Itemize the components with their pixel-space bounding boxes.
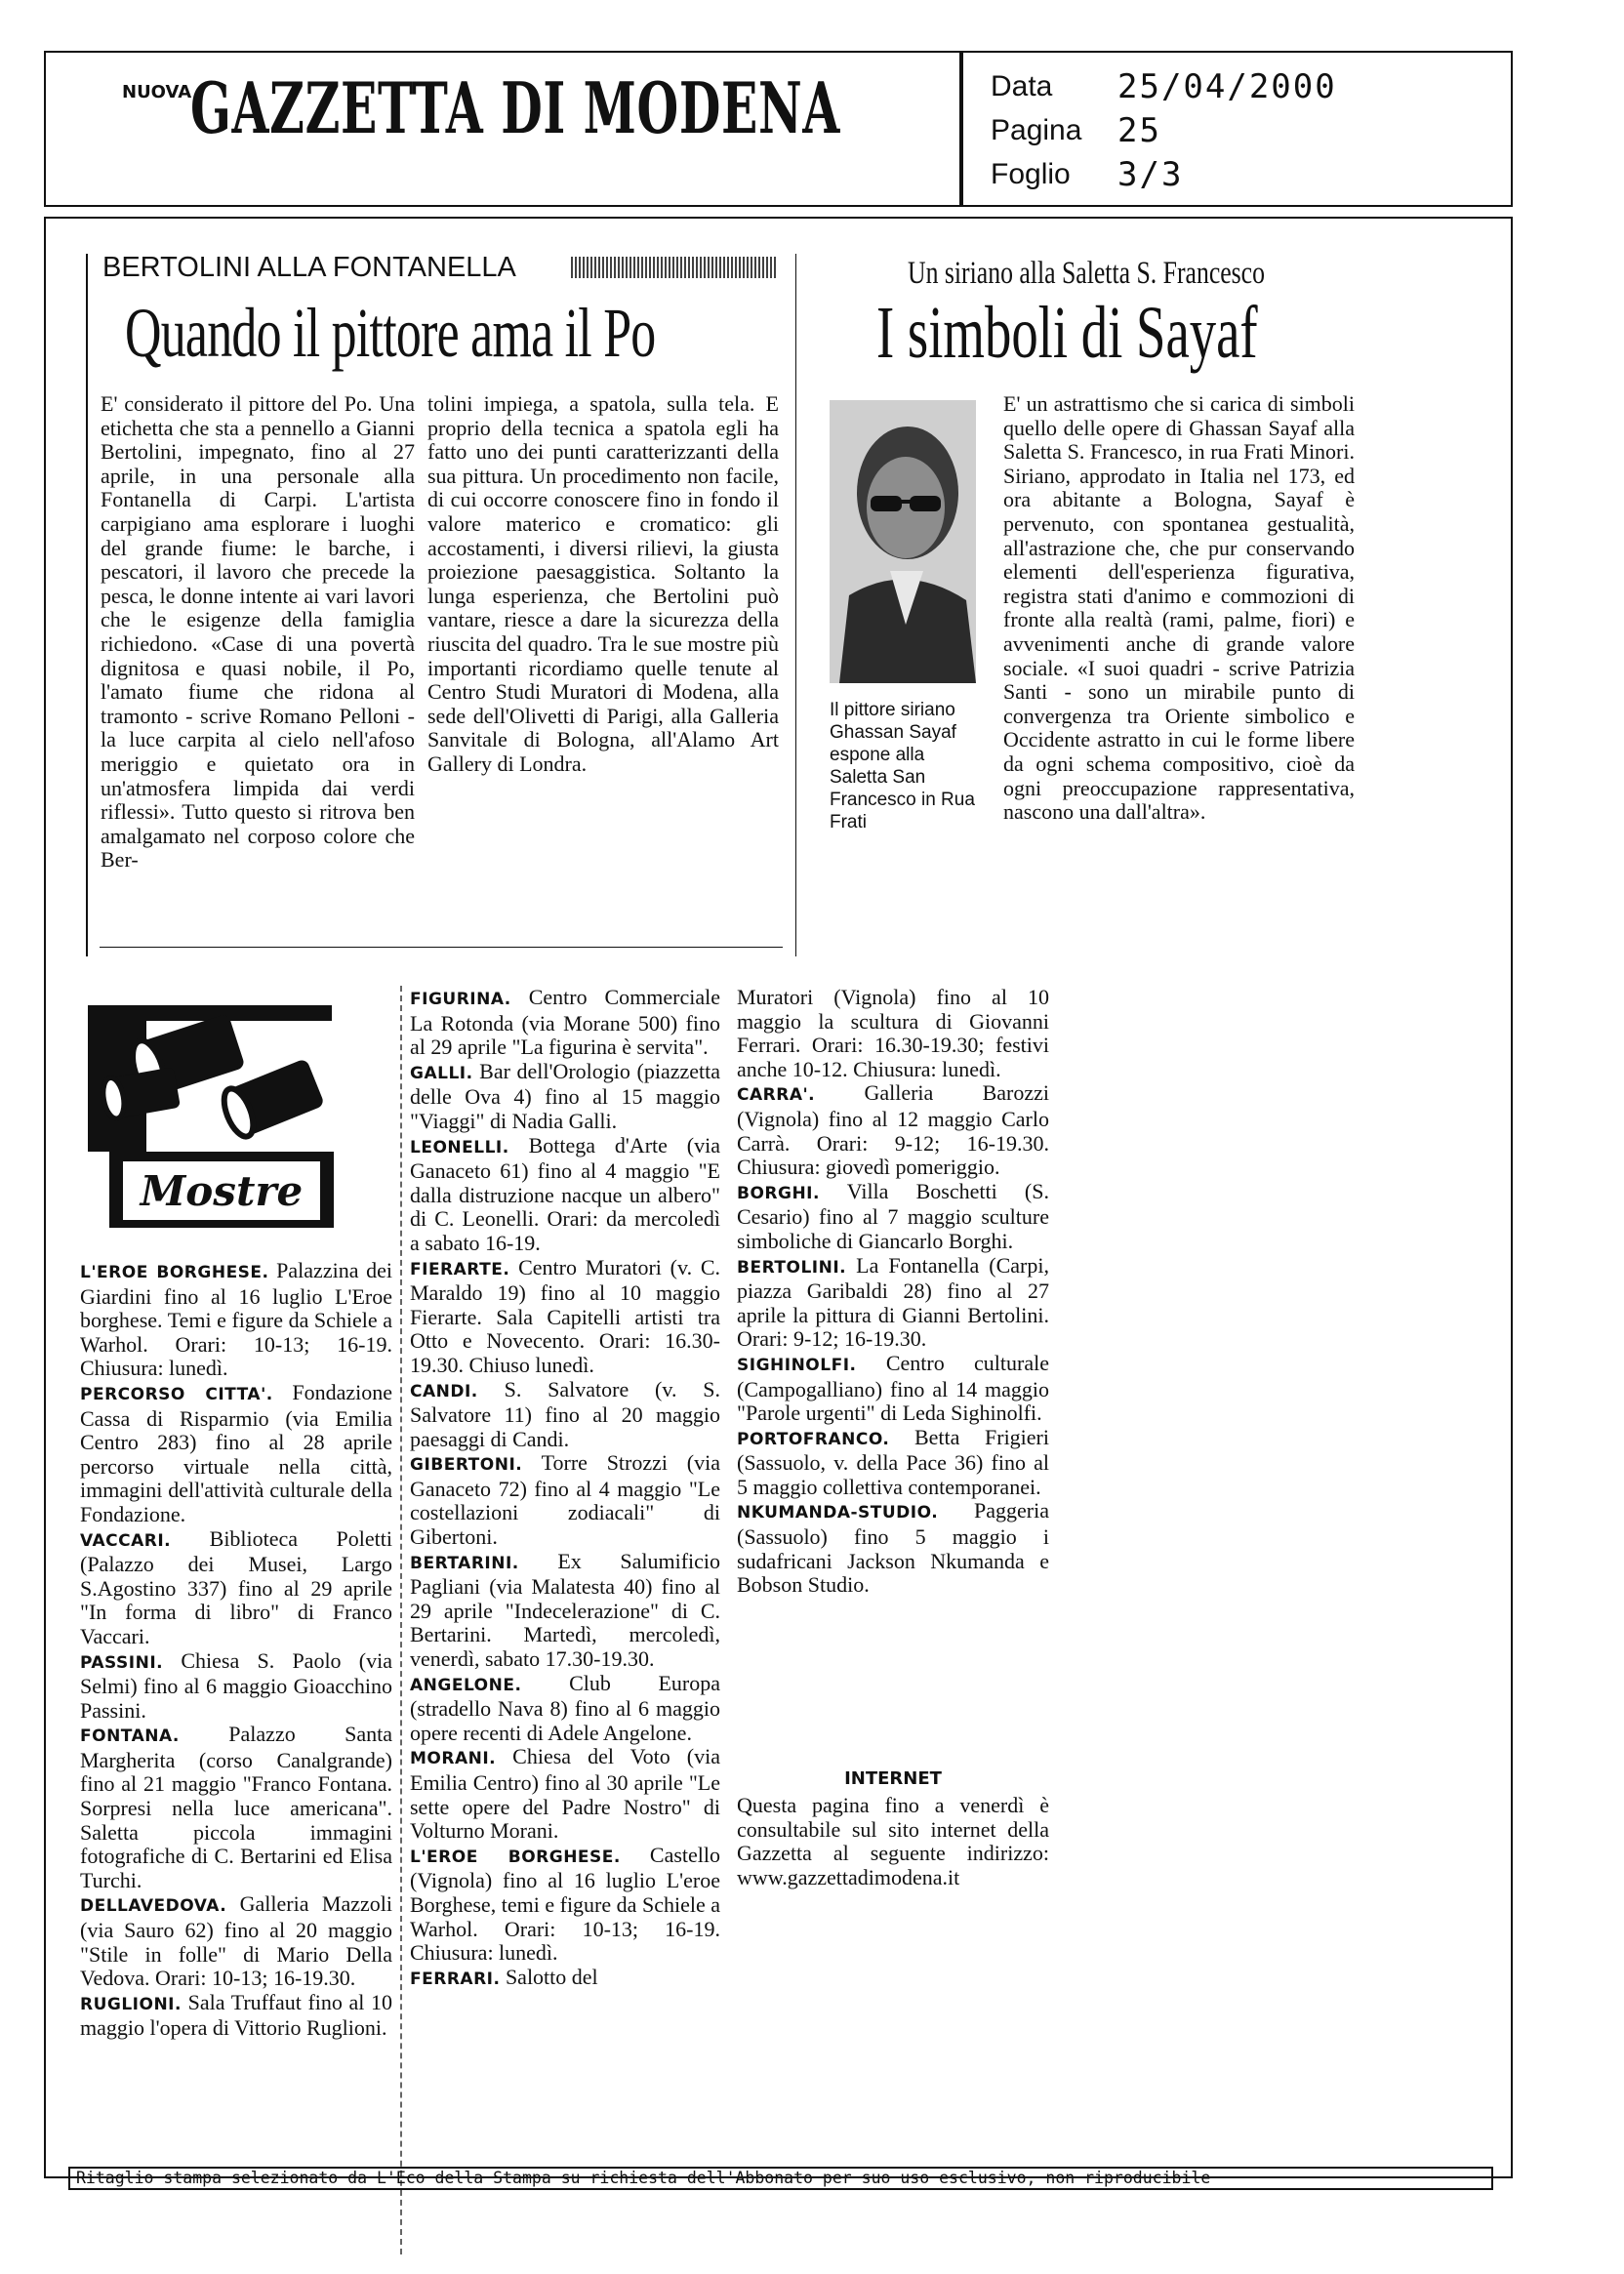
entry-text: Paggeria (Sassuolo) fino 5 maggio i sudafricani Jackson Nkumanda e Bobson Studio. <box>737 1498 1049 1598</box>
list-item <box>410 1671 720 1745</box>
entry-continuation: Muratori (Vignola) fino al 10 maggio la scultura di Giovanni Ferrari. Orari: 16.30-19.30; festivi anche 10-12. Chiusura: lunedì. <box>737 985 1049 1081</box>
entry-text: Sala Truffaut fino al 10 maggio l'opera di Vittorio Ruglioni. <box>80 1989 392 2041</box>
list-item <box>410 1965 598 1989</box>
mostre-logo-label: Mostre <box>140 1167 304 1215</box>
entry-text: Castello (Vignola) fino al 16 luglio L'eroe Borghese, temi e figure da Schiele a Warhol. Orari: 10-13; 16-19. Chiusura: lunedì. <box>410 1842 720 1966</box>
entry-text: Galleria Barozzi (Vignola) fino al 12 maggio Carlo Carrà. Orari: 9-12; 16-19.30. Chiusura: giovedì pomeriggio. <box>737 1080 1049 1180</box>
photo-caption: Il pittore siriano Ghassan Sayaf espone alla Saletta San Francesco in Rua Frati <box>830 700 975 832</box>
list-item <box>410 1255 720 1377</box>
list-item <box>80 1722 392 1892</box>
entry-text: Club Europa (stradello Nava 8) fino al 6 maggio opere recenti di Adele Angelone. <box>410 1670 720 1745</box>
article2-title: I simboli di Sayaf <box>876 292 1258 374</box>
list-item <box>410 1377 720 1451</box>
entry-name: L'EROE BORGHESE. <box>80 1263 269 1282</box>
entry-text: Fondazione Cassa di Risparmio (via Emilia Centro 283) fino al 28 aprile percorso virtuale nella città, immagini dell'attività culturale della Fondazione. <box>80 1379 392 1526</box>
list-item <box>410 1133 720 1255</box>
entry-text: Palazzina dei Giardini fino al 16 luglio L'Eroe borghese. Temi e figure da Schiele a Warhol. Orari: 10-13; 16-19. Chiusura: lunedì. <box>80 1258 392 1381</box>
internet-heading: INTERNET <box>844 1768 942 1789</box>
portrait-illustration <box>830 400 976 683</box>
entry-text: Betta Frigieri (Sassuolo, v. della Pace 36) fino al 5 maggio collettiva contemporanei. <box>737 1424 1049 1499</box>
list-item <box>80 1526 392 1648</box>
entry-name: MORANI. <box>410 1749 497 1769</box>
meta-sheet-value: 3/3 <box>1117 155 1184 194</box>
entry-text: Bottega d'Arte (via Ganaceto 61) fino al 4 maggio "E dalla distruzione nacque un albero" di C. Leonelli. Orari: da mercoledì a sabato 16-19. <box>410 1132 720 1255</box>
entry-text: Galleria Mazzoli (via Sauro 62) fino al 20 maggio "Stile in folle" di Mario Della Vedova. Orari: 10-13; 16-19.30. <box>80 1891 392 1991</box>
list-item <box>737 1080 1049 1179</box>
entry-name: FIGURINA. <box>410 990 511 1009</box>
entry-name: FERRARI. <box>410 1969 501 1989</box>
entry-text: Chiesa del Voto (via Emilia Centro) fino al 30 aprile "Le sette opere del Padre Nostro" di Volturno Morani. <box>410 1744 720 1844</box>
list-item <box>80 1891 392 1990</box>
article1-title: Quando il pittore ama il Po <box>125 294 656 372</box>
entry-name: RUGLIONI. <box>80 1994 182 2014</box>
list-item <box>80 1380 392 1526</box>
entry-name: BORGHI. <box>737 1183 820 1203</box>
entry-text: Centro culturale (Campogalliano) fino al 14 maggio "Parole urgenti" di Leda Sighinolfi. <box>737 1350 1049 1426</box>
article1-bottom-rule <box>100 947 783 948</box>
entry-name: SIGHINOLFI. <box>737 1355 857 1375</box>
entry-text: Torre Strozzi (via Ganaceto 72) fino al 4 maggio "Le costellazioni zodiacali" di Gibertoni. <box>410 1450 720 1550</box>
entry-name: ANGELONE. <box>410 1675 522 1695</box>
portrait-photo <box>830 400 976 683</box>
entry-text: Ex Salumificio Pagliani (via Malatesta 40) fino al 29 aprile "Indecelerazione" di C. Bertarini. Martedì, mercoledì, venerdì, sabato 17.30-19.30. <box>410 1548 721 1672</box>
entry-name: BERTARINI. <box>410 1553 519 1573</box>
meta-sheet <box>991 155 1479 201</box>
entry-text: Biblioteca Poletti (Palazzo dei Musei, Largo S.Agostino 337) fino al 29 aprile "In forma di libro" di Franco Vaccari. <box>80 1525 392 1648</box>
list-item <box>737 1498 1049 1597</box>
mostre-column-1 <box>80 1259 392 2041</box>
entry-name: DELLAVEDOVA. <box>80 1896 227 1917</box>
entry-text: Centro Commerciale La Rotonda (via Morane 500) fino al 29 aprile "La figurina è servita". <box>410 985 721 1060</box>
meta-sheet-label: Foglio <box>991 158 1071 190</box>
entry-name: BERTOLINI. <box>737 1257 847 1278</box>
entry-name: GIBERTONI. <box>410 1455 523 1476</box>
kicker-hatch-decoration <box>571 257 776 278</box>
entry-name: FONTANA. <box>80 1726 180 1747</box>
entry-name: PORTOFRANCO. <box>737 1429 890 1449</box>
entry-text: Chiesa S. Paolo (via Selmi) fino al 6 maggio Gioacchino Passini. <box>80 1647 392 1723</box>
list-item <box>737 1351 1049 1425</box>
meta-page-value: 25 <box>1117 111 1161 150</box>
entry-name: GALLI. <box>410 1063 473 1083</box>
masthead-box <box>44 51 961 207</box>
list-item <box>410 1744 720 1843</box>
internet-note: Questa pagina fino a venerdì è consultabile sul sito internet della Gazzetta al seguente indirizzo: www.gazzettadimodena.it <box>737 1793 1049 1889</box>
entry-name: PASSINI. <box>80 1652 164 1673</box>
meta-date-value: 25/04/2000 <box>1117 67 1337 106</box>
meta-page-label: Pagina <box>991 114 1082 146</box>
list-item <box>410 1059 720 1133</box>
entry-text: Salotto del <box>505 1964 598 1989</box>
article2-body: E' un astrattismo che si carica di simboli quello delle opere di Ghassan Sayaf alla Saletta S. Francesco, in rua Frati Minori. Siriano, approdato in Italia nel 173, ed ora abitante a Bologna, Sayaf è pervenuto, con spontanea gestualità, all'astrazione che, che pur conservando elementi dell'esperienza figurativa, registra stati d'animo e commozioni di fronte alla realtà (rami, palme, fiori) e avvenimenti anche di grande valore sociale. «I suoi quadri - scrive Patrizia Santi - sono un mirabile punto di convergenza tra Oriente simbolico e Occidente astratto in cui le forme libere da ogni schema compositivo, cioè da ogni preoccupazione rappresentativa, nascono una dall'altra». <box>1003 391 1355 825</box>
meta-date-label: Data <box>991 70 1053 102</box>
logo-small: NUOVA <box>122 82 192 102</box>
mostre-column-3 <box>737 986 1049 1598</box>
mostre-column-2 <box>410 986 720 1991</box>
list-item <box>80 1648 392 1723</box>
meta-page <box>991 111 1479 157</box>
entry-text: Bar dell'Orologio (piazzetta delle Ova 4) fino al 15 maggio "Viaggi" di Nadia Galli. <box>410 1058 720 1133</box>
entry-name: NKUMANDA-STUDIO. <box>737 1503 939 1523</box>
article1-kicker: BERTOLINI ALLA FONTANELLA <box>102 252 516 283</box>
entry-name: FIERARTE. <box>410 1259 510 1279</box>
list-item <box>737 1253 1049 1352</box>
entry-text: Villa Boschetti (S. Cesario) fino al 7 maggio sculture simboliche di Giancarlo Borghi. <box>737 1178 1049 1253</box>
entry-text: Palazzo Santa Margherita (corso Canalgrande) fino al 21 maggio "Franco Fontana. Sorpresi nella luce americana". Saletta piccola immagini fotografiche di C. Bertarini ed Elisa Turchi. <box>80 1722 392 1892</box>
entry-text: S. Salvatore (v. S. Salvatore 11) fino al 20 maggio paesaggi di Candi. <box>410 1376 721 1451</box>
entry-name: CANDI. <box>410 1381 478 1401</box>
spotlight-icon <box>80 986 348 1230</box>
list-item <box>80 1258 392 1380</box>
list-item <box>410 985 720 1059</box>
list-item <box>737 1179 1049 1253</box>
newspaper-logo: GAZZETTA DI MODENA <box>190 66 841 149</box>
list-item <box>410 1450 720 1549</box>
entry-name: VACCARI. <box>80 1530 172 1551</box>
list-item <box>410 1549 720 1671</box>
entry-name: CARRA'. <box>737 1085 816 1106</box>
entry-name: LEONELLI. <box>410 1137 509 1157</box>
meta-date <box>991 67 1479 113</box>
list-item <box>410 1843 720 1965</box>
entry-name: L'EROE BORGHESE. <box>410 1847 621 1867</box>
article2-kicker: Un siriano alla Saletta S. Francesco <box>908 256 1265 291</box>
clipping-disclaimer: Ritaglio stampa selezionato da L'Eco della Stampa su richiesta dell'Abbonato per suo uso esclusivo, non riproducibile <box>68 2167 1493 2190</box>
mostre-column-divider <box>400 986 402 2254</box>
clipping-meta-box <box>961 51 1513 207</box>
entry-text: La Fontanella (Carpi, piazza Garibaldi 28) fino al 27 aprile la pittura di Gianni Bertolini. Orari: 9-12; 16-19.30. <box>737 1252 1049 1352</box>
entry-text: Centro Muratori (v. C. Maraldo 19) fino al 10 maggio Fierarte. Sala Capitelli artisti tra Otto e Novecento. Orari: 16.30-19.30. Chiuso lunedì. <box>410 1254 720 1377</box>
article1-column-2: tolini impiega, a spatola, sulla tela. E proprio della tecnica a spatola egli ha fatto uno dei punti caratterizzanti della sua pittura. Un procedimento non facile, di cui occorre conoscere fino in fondo il valore materico e cromatico: gli accostamenti, i diversi rilievi, la giusta proiezione paesaggistica. Soltanto la lunga esperienza, che Bertolini può vantare, riesce a dare la sicurezza della riuscita del quadro. Tra le sue mostre più importanti ricordiamo quelle tenute al Centro Studi Muratori di Modena, alla sede dell'Olivetti di Parigi, alla Galleria Sanvitale di Bologna, all'Alamo Art Gallery di Londra. <box>427 391 779 776</box>
list-item <box>80 1990 392 2041</box>
entry-name: PERCORSO CITTA'. <box>80 1384 273 1404</box>
article1-column-1: E' considerato il pittore del Po. Una etichetta che sta a pennello a Gianni Bertolini, impegnato, fino al 27 aprile, in una personale alla Fontanella di Carpi. L'artista carpigiano ama esplorare i luoghi del grande fiume: le barche, i pescatori, il lavoro che precede la pesca, le donne intente ai vari lavori che le esigenze della famiglia richiedono. «Case di una povertà dignitosa e quasi nobile, il Po, l'amato fiume che ridona al tramonto - scrive Romano Pelloni - la luce carpita al cielo nell'afoso meriggio e quietato ora in un'atmosfera limpida dai verdi riflessi». Tutto questo si ritrova ben amalgamato nel corposo colore che Ber- <box>101 391 415 873</box>
mostre-section-logo <box>80 986 348 1230</box>
list-item <box>737 1425 1049 1499</box>
